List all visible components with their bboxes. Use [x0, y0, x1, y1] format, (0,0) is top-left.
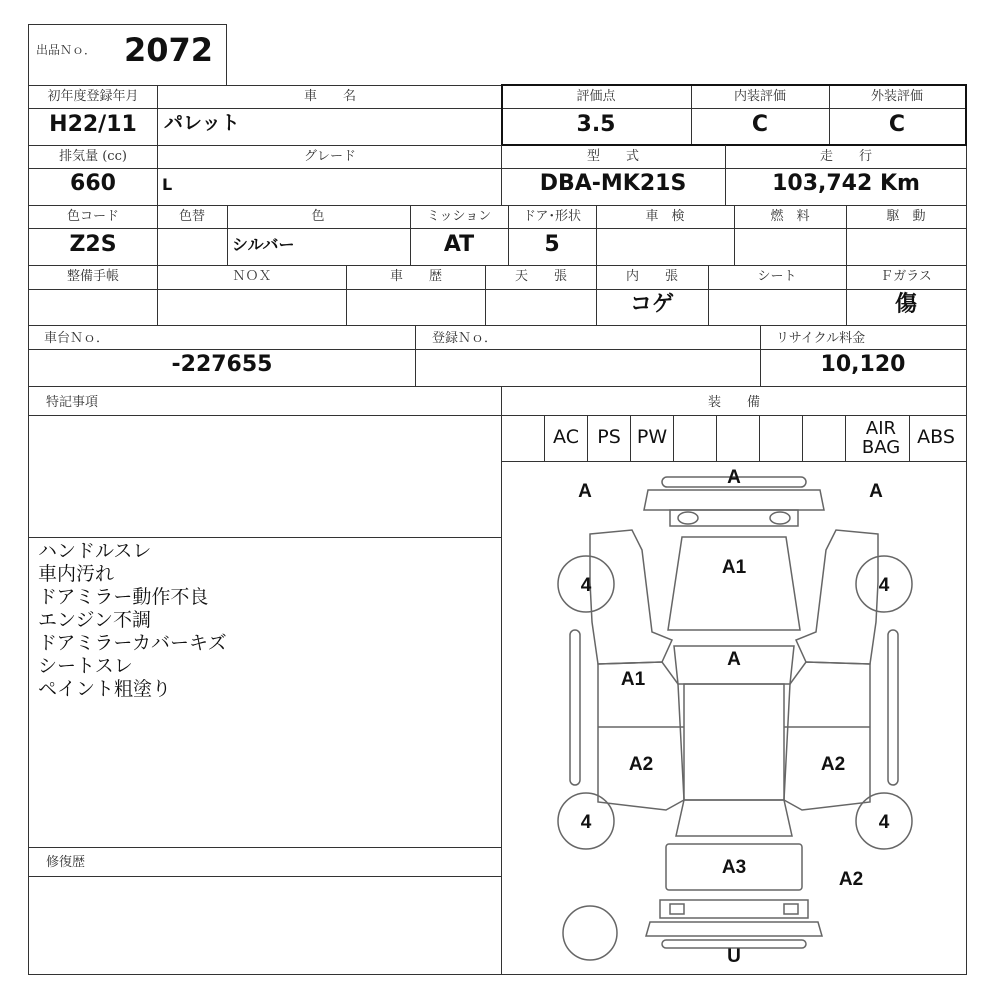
displacement-value: 660 [70, 171, 116, 196]
car-name-value: パレット [164, 112, 240, 134]
color-code-value: Z2S [69, 232, 117, 257]
damage-front-bumper: A [727, 467, 741, 488]
history-label: 車 歴 [389, 269, 443, 284]
damage-rear-bumper: U [727, 946, 741, 967]
special-notes-list [38, 540, 227, 701]
mission-label: ミッション [426, 209, 492, 224]
equipment-label: 装 備 [707, 395, 761, 410]
maintenance-label: 整備手帳 [66, 269, 120, 284]
equip-abs: ABS [917, 426, 955, 448]
note-item: 車内汚れ [38, 563, 115, 585]
hood-shape [668, 537, 800, 630]
right-front-fender-shape [796, 530, 878, 664]
repair-history-label: 修復歴 [46, 855, 86, 870]
rear-glass-shape [676, 800, 792, 836]
damage-roof-front: A [727, 649, 741, 670]
fuel-label: 燃 料 [770, 209, 810, 224]
color-value: シルバー [232, 235, 295, 254]
first-reg-label: 初年度登録年月 [47, 89, 139, 104]
left-front-fender-shape [590, 530, 672, 664]
inspection-label: 車 検 [645, 209, 685, 224]
car-name-label: 車 名 [303, 89, 357, 104]
door-label: ドア･形状 [522, 209, 582, 224]
note-item: エンジン不調 [38, 609, 152, 631]
damage-left-front-fender: A1 [620, 669, 646, 690]
grade-label: グレード [303, 149, 357, 164]
car-damage-diagram [502, 462, 966, 974]
front-glass-value: 傷 [894, 292, 918, 317]
roof-shape [684, 684, 784, 800]
lot-label: 出品Ｎｏ． [36, 43, 97, 57]
score-label: 評価点 [576, 89, 616, 104]
mission-value: AT [443, 232, 475, 257]
damage-front-left-corner: A [578, 481, 592, 502]
spare-tire-shape [563, 906, 617, 960]
equip-ac: AC [553, 426, 579, 448]
tire-front-left-value: 4 [580, 575, 592, 596]
damage-rear-right: A2 [838, 869, 864, 890]
mileage-value: 103,742 Km [772, 171, 920, 196]
chassis-value: -227655 [171, 352, 273, 377]
model-label: 型 式 [586, 149, 640, 164]
score-value: 3.5 [576, 112, 616, 137]
note-item: シートスレ [38, 655, 133, 677]
mileage-label: 走 行 [819, 149, 873, 164]
tire-rear-right-value: 4 [878, 812, 890, 833]
interior-rating-value: C [751, 112, 769, 137]
grade-value: L [162, 175, 173, 194]
equip-ps: PS [597, 426, 621, 448]
recycle-value: 10,120 [820, 352, 906, 377]
color-label: 色 [311, 209, 325, 224]
color-code-label: 色コード [66, 209, 120, 224]
ceiling-label: 天 張 [514, 269, 568, 284]
recycle-label: リサイクル料金 [776, 331, 866, 346]
nox-label: ＮＯＸ [232, 269, 272, 284]
tire-rear-left-value: 4 [580, 812, 592, 833]
lot-number: 2072 [124, 31, 214, 69]
damage-left-rear-door: A2 [628, 754, 654, 775]
tire-front-right-value: 4 [878, 575, 890, 596]
door-value: 5 [544, 232, 560, 257]
first-reg-value: H22/11 [49, 112, 137, 137]
rear-bumper-shape [646, 900, 822, 948]
seat-label: シート [757, 269, 797, 284]
displacement-label: 排気量 (cc) [59, 149, 127, 164]
regno-label: 登録Ｎｏ． [432, 331, 498, 346]
note-item: ペイント粗塗り [38, 678, 172, 700]
exterior-rating-label: 外装評価 [870, 89, 924, 104]
chassis-label: 車台Ｎｏ． [44, 331, 110, 346]
interior-rating-label: 内装評価 [733, 89, 787, 104]
damage-front-right-corner: A [869, 481, 883, 502]
equip-pw: PW [636, 426, 668, 448]
note-item: ドアミラーカバーキズ [38, 632, 227, 654]
damage-right-rear-door: A2 [820, 754, 846, 775]
front-glass-label: Ｆガラス [880, 269, 932, 284]
color-change-label: 色替 [178, 209, 206, 224]
damage-hood: A1 [721, 557, 747, 578]
model-value: DBA-MK21S [539, 171, 687, 196]
interior-trim-label: 内 張 [625, 269, 679, 284]
exterior-rating-value: C [888, 112, 906, 137]
interior-trim-value: コゲ [629, 292, 675, 317]
note-item: ハンドルスレ [38, 540, 152, 562]
note-item: ドアミラー動作不良 [38, 586, 209, 608]
special-notes-label: 特記事項 [46, 395, 99, 410]
damage-rear-hatch: A3 [721, 857, 747, 878]
equip-airbag: AIR BAG [861, 418, 901, 458]
drive-label: 駆 動 [886, 209, 926, 224]
right-body-shape [784, 662, 870, 810]
